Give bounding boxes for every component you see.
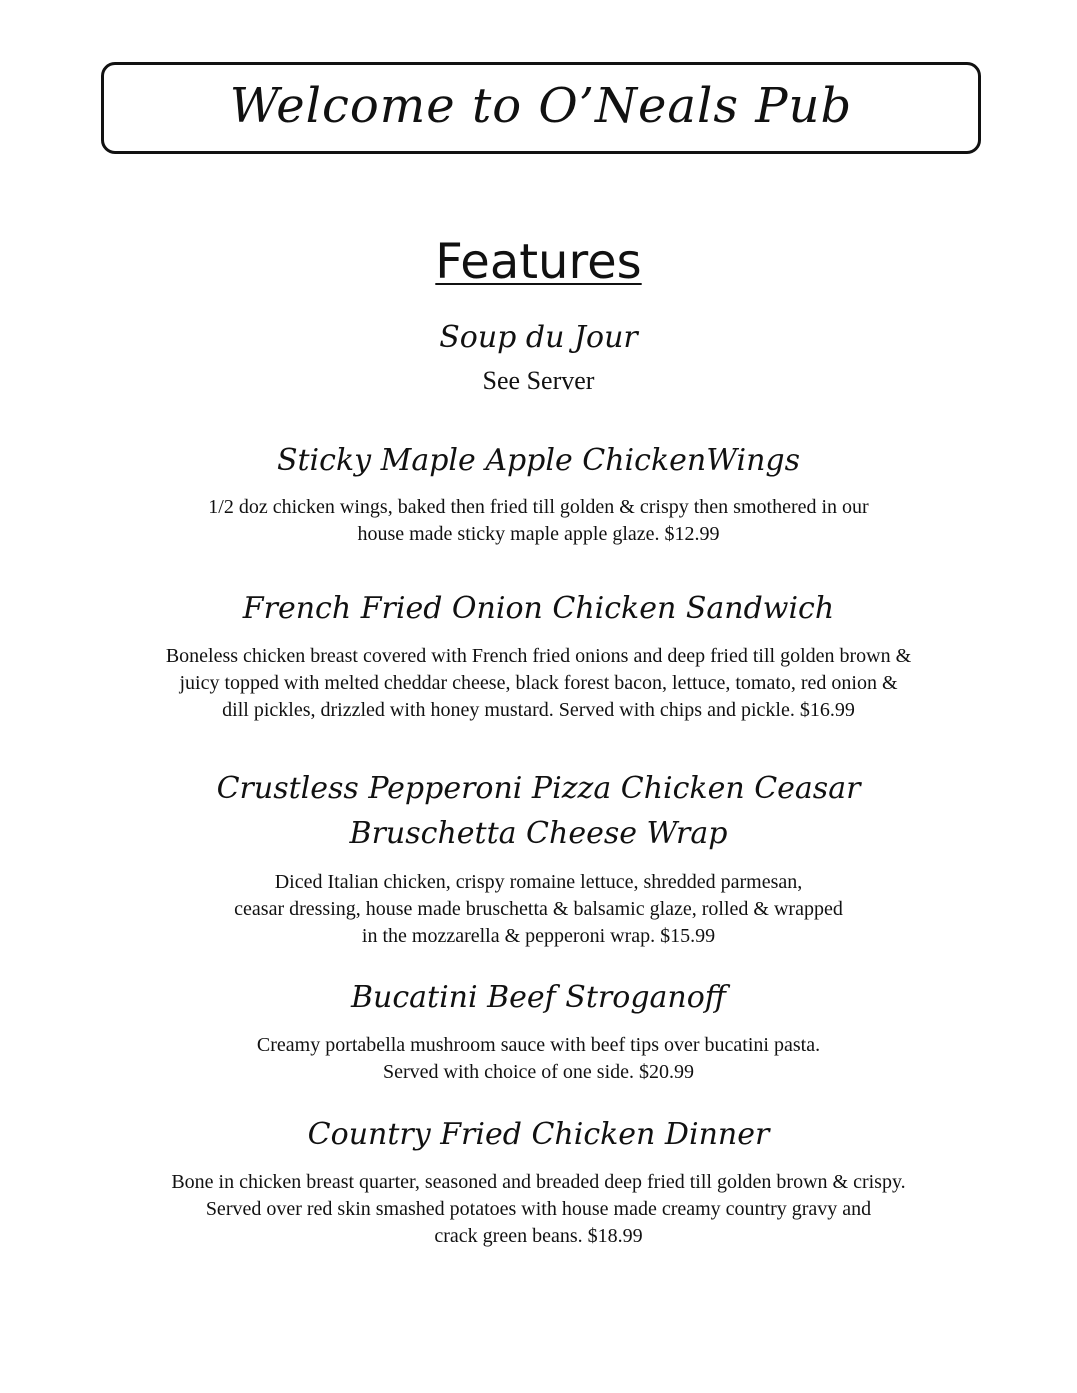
description-line: juicy topped with melted cheddar cheese, black forest bacon, lettuce, tomato, red onion & (179, 672, 898, 694)
soup-title: Soup du Jour (439, 320, 638, 355)
description-line: Served over red skin smashed potatoes with house made creamy country gravy and (205, 1198, 872, 1220)
description-line: ceasar dressing, house made bruschetta & balsamic glaze, rolled & wrapped (234, 898, 843, 920)
description-line: 1/2 doz chicken wings, baked then fried till golden & crispy then smothered in our (208, 496, 869, 518)
menu-item-title: Bruschetta Cheese Wrap (349, 816, 728, 851)
menu-item-description (0, 643, 1077, 724)
description-line: Served with choice of one side. $20.99 (382, 1061, 695, 1083)
menu-item-title: Country Fried Chicken Dinner (307, 1117, 770, 1152)
menu-item-title: Bucatini Beef Stroganoff (350, 980, 727, 1015)
description-line: in the mozzarella & pepperoni wrap. $15.99 (361, 925, 716, 947)
description-line: dill pickles, drizzled with honey mustard. Served with chips and pickle. $16.99 (222, 699, 855, 721)
description-line: Boneless chicken breast covered with French fried onions and deep fried till golden brown & (165, 645, 912, 667)
menu-item-description (0, 1032, 1077, 1086)
menu-item-title: Sticky Maple Apple ChickenWings (276, 443, 801, 478)
menu-item-title: Crustless Pepperoni Pizza Chicken Ceasar (216, 771, 861, 806)
description-line: crack green beans. $18.99 (434, 1225, 643, 1247)
description-line: Diced Italian chicken, crispy romaine lettuce, shredded parmesan, (274, 871, 803, 893)
header-box (101, 62, 981, 154)
description-line: house made sticky maple apple glaze. $12.99 (357, 523, 720, 545)
page-title: Welcome to O’Neals Pub (229, 78, 853, 134)
menu-item-description (0, 869, 1077, 950)
menu-item-description (0, 1169, 1077, 1250)
features-heading: Features (435, 234, 642, 290)
description-line: Creamy portabella mushroom sauce with beef tips over bucatini pasta. (256, 1034, 821, 1056)
menu-item-description (0, 494, 1077, 548)
soup-note: See Server (482, 366, 595, 395)
menu-item-title: French Fried Onion Chicken Sandwich (242, 591, 835, 626)
description-line: Bone in chicken breast quarter, seasoned and breaded deep fried till golden brown & crispy. (171, 1171, 906, 1193)
